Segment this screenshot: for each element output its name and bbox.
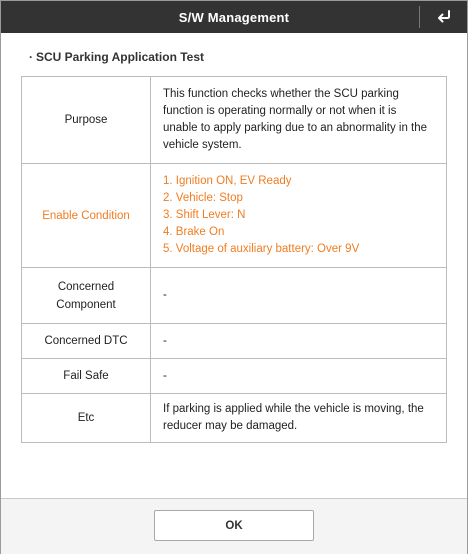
back-button[interactable] [420, 1, 467, 33]
purpose-label: Purpose [22, 77, 151, 164]
fail-safe-label: Fail Safe [22, 359, 151, 394]
section-title-text: SCU Parking Application Test [36, 50, 205, 64]
etc-value: If parking is applied while the vehicle is moving, the reducer may be damaged. [151, 394, 447, 443]
return-arrow-icon [436, 10, 452, 24]
condition-line: 5. Voltage of auxiliary battery: Over 9V [163, 243, 360, 255]
concerned-dtc-value: - [151, 324, 447, 359]
condition-line: 2. Vehicle: Stop [163, 192, 243, 204]
condition-line: 3. Shift Lever: N [163, 209, 246, 221]
ok-button[interactable]: OK [154, 510, 314, 541]
section-title [29, 50, 204, 64]
condition-line: 1. Ignition ON, EV Ready [163, 175, 292, 187]
concerned-component-value: - [151, 268, 447, 324]
purpose-value: This function checks whether the SCU parking function is operating normally or not when it is unable to apply parking due to an abnormality in the vehicle system. [151, 77, 447, 164]
dialog-footer [1, 498, 467, 554]
window-title: S/W Management [178, 9, 290, 25]
fail-safe-value: - [151, 359, 447, 394]
concerned-component-label-line1: Concerned [57, 280, 115, 293]
condition-line: 4. Brake On [163, 226, 225, 238]
table-row-concerned-component [22, 268, 447, 324]
section-bullet: · [29, 50, 33, 64]
concerned-dtc-label: Concerned DTC [22, 324, 151, 359]
enable-condition-label: Enable Condition [22, 164, 151, 268]
enable-condition-value [151, 164, 447, 268]
info-table [21, 76, 447, 443]
table-row-purpose [22, 77, 447, 164]
concerned-component-label [22, 268, 151, 324]
concerned-component-label-line2: Component [56, 298, 116, 311]
table-row-fail-safe [22, 359, 447, 394]
table-row-etc [22, 394, 447, 443]
etc-label: Etc [22, 394, 151, 443]
title-bar [1, 1, 467, 33]
table-row-enable-condition [22, 164, 447, 268]
table-row-concerned-dtc [22, 324, 447, 359]
